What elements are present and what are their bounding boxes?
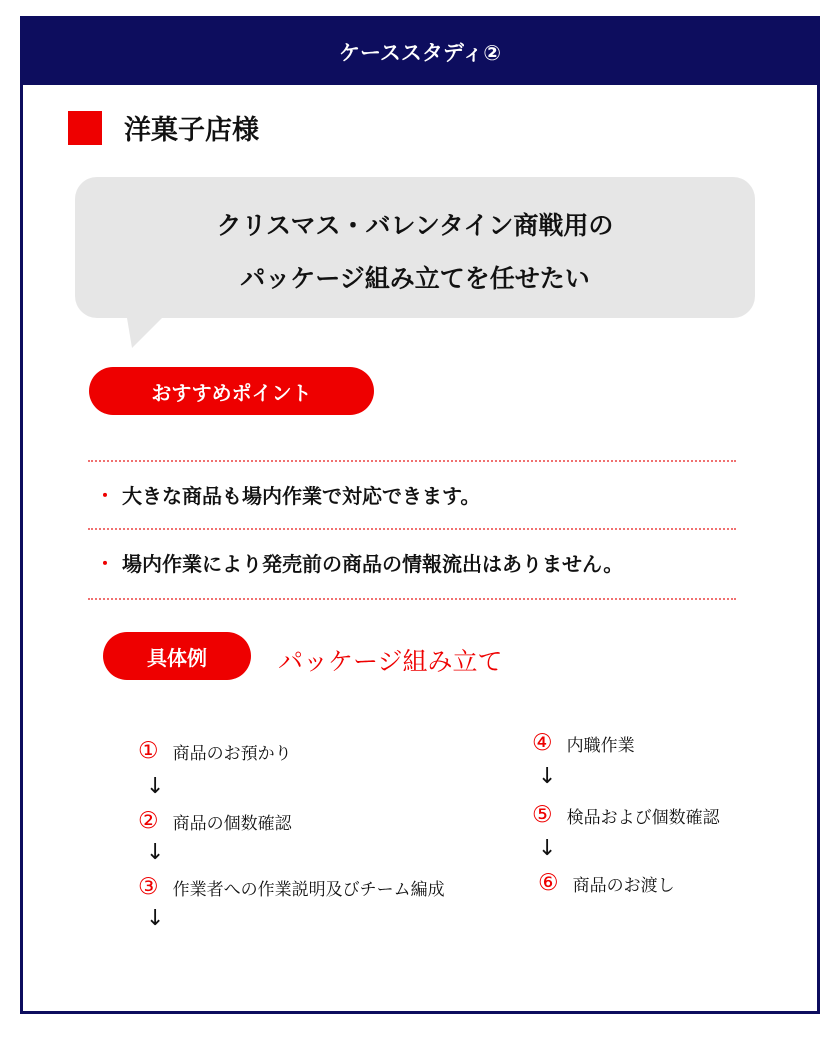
example-badge	[103, 632, 251, 680]
example-title: パッケージ組み立て	[278, 647, 503, 676]
header-title: ケーススタディ②	[338, 41, 502, 65]
step-text: 商品のお渡し	[572, 875, 675, 896]
bubble-line-1: クリスマス・バレンタイン商戦用の	[216, 211, 614, 240]
case-study-header	[23, 19, 817, 85]
step-text: 作業者への作業説明及びチーム編成	[172, 879, 445, 900]
dotted-divider	[88, 528, 736, 530]
step-number: ⑥	[538, 870, 559, 896]
step-number: ③	[138, 874, 159, 900]
point-item	[96, 548, 623, 577]
speech-bubble-tail	[126, 312, 168, 348]
bubble-text	[75, 199, 755, 305]
step-text: 検品および個数確認	[566, 807, 720, 828]
bullet-dot: ・	[96, 553, 114, 575]
down-arrow-icon: ↓	[146, 774, 165, 799]
recommended-points-badge	[89, 367, 374, 415]
step-number: ④	[532, 730, 553, 756]
bubble-line-2: パッケージ組み立てを任せたい	[240, 264, 590, 293]
step-text: 商品の個数確認	[172, 813, 292, 834]
process-step	[532, 730, 635, 756]
example-label: 具体例	[147, 645, 207, 670]
speech-bubble	[75, 177, 755, 318]
process-step	[138, 874, 445, 900]
point-text: 場内作業により発売前の商品の情報流出はありません。	[122, 552, 624, 576]
dotted-divider	[88, 460, 736, 462]
down-arrow-icon: ↓	[538, 764, 557, 789]
bullet-dot: ・	[96, 485, 114, 507]
down-arrow-icon: ↓	[538, 836, 557, 861]
dotted-divider	[88, 598, 736, 600]
point-item	[96, 480, 480, 509]
step-number: ①	[138, 738, 159, 764]
recommended-points-label: おすすめポイント	[151, 380, 312, 405]
down-arrow-icon: ↓	[146, 906, 165, 931]
client-heading	[68, 108, 259, 147]
step-number: ②	[138, 808, 159, 834]
step-text: 内職作業	[566, 735, 635, 756]
case-study-card	[20, 16, 820, 1014]
step-text: 商品のお預かり	[172, 743, 292, 764]
process-step	[532, 802, 720, 828]
down-arrow-icon: ↓	[146, 840, 165, 865]
red-square-marker	[68, 111, 102, 145]
client-name: 洋菓子店様	[124, 115, 259, 146]
step-number: ⑤	[532, 802, 553, 828]
process-step	[138, 738, 292, 764]
process-step	[538, 870, 675, 896]
point-text: 大きな商品も場内作業で対応できます。	[122, 484, 481, 508]
process-step	[138, 808, 292, 834]
